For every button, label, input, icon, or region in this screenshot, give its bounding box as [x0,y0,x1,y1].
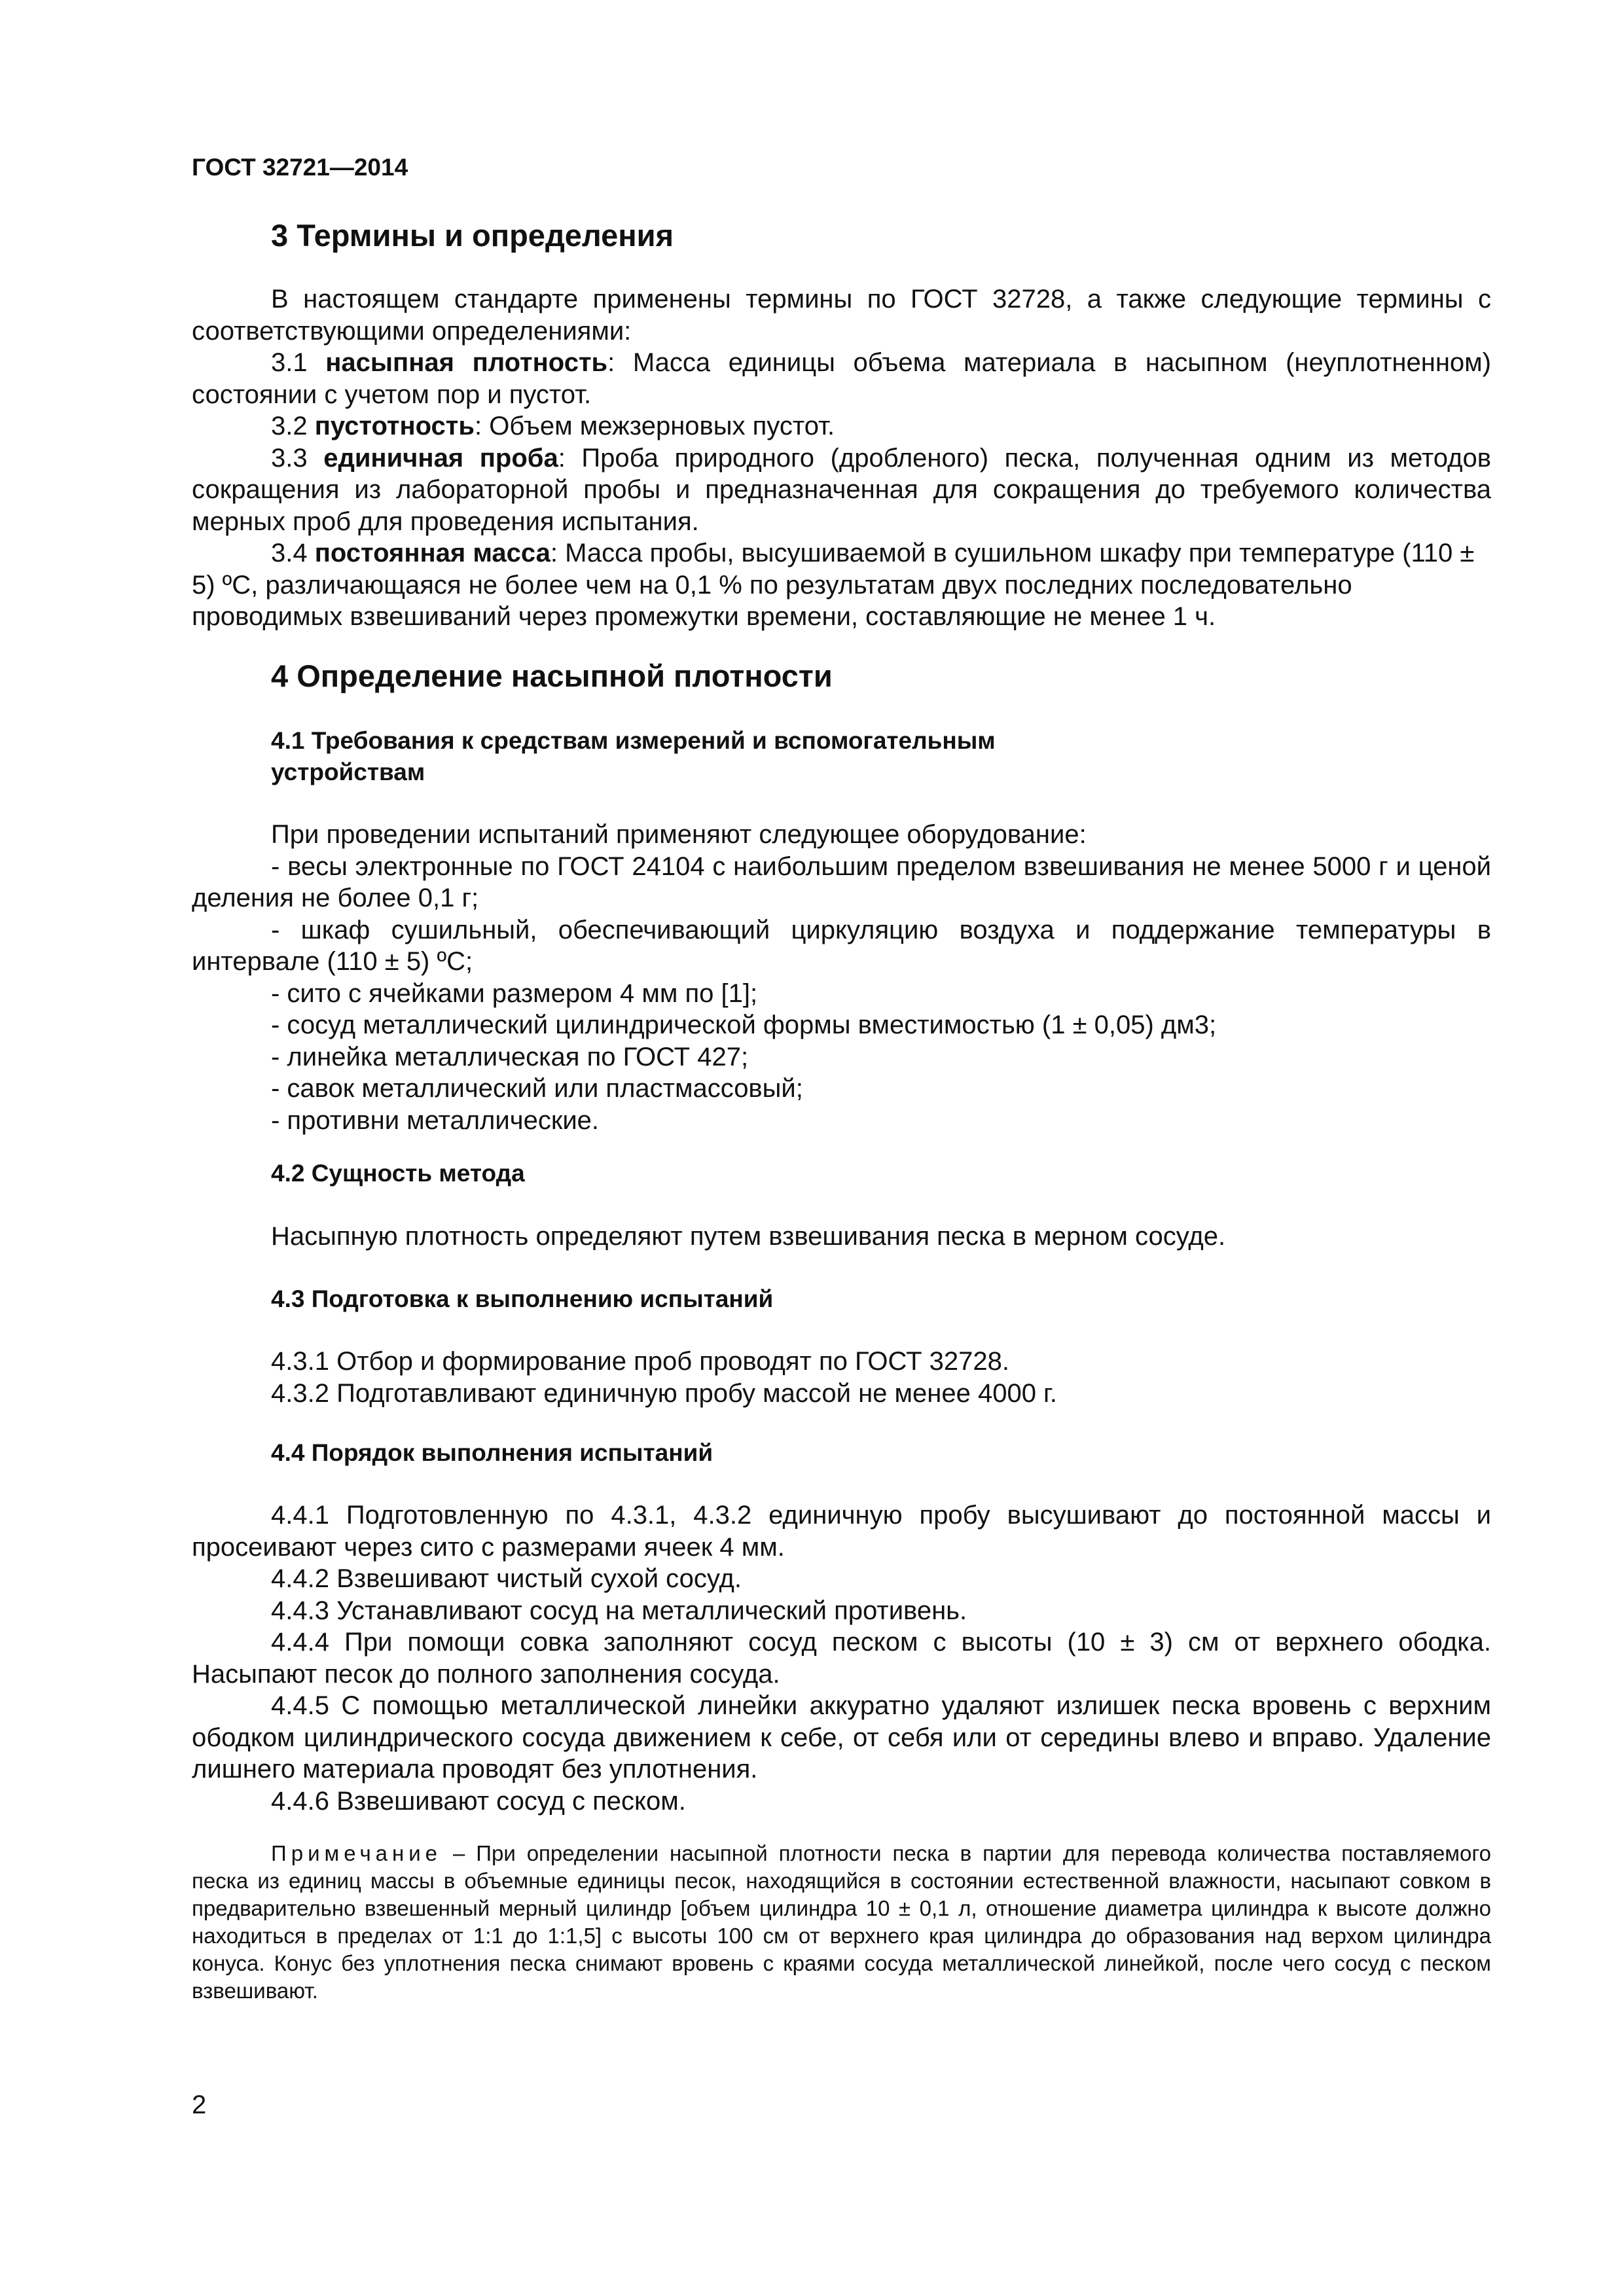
term-3-3: 3.3 единичная проба: Проба природного (дробленого) песка, полученная одним из методов сокращения из лабораторной пробы и предназначенная для сокращения до требуемого количества мерных проб для проведения испытания. [192,443,1491,536]
procedure-step: 4.4.3 Устанавливают сосуд на металлический противень. [271,1596,967,1625]
standard-code-header: ГОСТ 32721—2014 [192,154,408,181]
method-essence: Насыпную плотность определяют путем взвешивания песка в мерном сосуде. [271,1222,1226,1251]
section-4-title: 4 Определение насыпной плотности [271,658,833,693]
section-3-intro: В настоящем стандарте применены термины по ГОСТ 32728, а также следующие термины с соответствующими определениями: [192,285,1491,346]
subsection-4-4-body [192,1499,1491,1817]
procedure-step: 4.4.2 Взвешивают чистый сухой сосуд. [271,1564,742,1593]
term-3-2: 3.2 пустотность: Объем межзерновых пустот. [271,412,835,440]
term-3-1: 3.1 насыпная плотность: Масса единицы объема материала в насыпном (неуплотненном) состоянии с учетом пор и пустот. [192,348,1491,409]
note-text: – При определении насыпной плотности песка в партии для перевода количества поставляемого песка из единиц массы в объемные единицы песок, находящийся в состоянии естественной влажности, насыпают совком в предварительно взвешенный мерный цилиндр [объем цилиндра 10 ± 0,1 л, отношение диаметра цилиндра к высоте должно находиться в пределах от 1:1 до 1:1,5] с высоты 100 см от верхнего края цилиндра до образования над верхом цилиндра конуса. Конус без уплотнения песка снимают вровень с краями сосуда металлической линейкой, после чего сосуд с песком взвешивают. [192,1841,1491,2003]
term-name: пустотность [314,412,475,440]
subsection-4-4-title: 4.4 Порядок выполнения испытаний [271,1439,713,1466]
subsection-4-3-title: 4.3 Подготовка к выполнению испытаний [271,1285,774,1312]
page-number: 2 [192,2090,207,2119]
subsection-4-2-body [192,1221,1491,1253]
note-label: Примечание [271,1841,442,1865]
procedure-step: 4.4.6 Взвешивают сосуд с песком. [271,1786,686,1816]
procedure-step: 4.4.1 Подготовленную по 4.3.1, 4.3.2 единичную пробу высушивают до постоянной массы и просеивают через сито с размерами ячеек 4 мм. [192,1501,1491,1562]
subsection-4-1-title: 4.1 Требования к средствам измерений и вспомогательным устройствам [271,727,996,785]
preparation-step: 4.3.1 Отбор и формирование проб проводят по ГОСТ 32728. [271,1347,1009,1376]
equipment-item: - шкаф сушильный, обеспечивающий циркуляцию воздуха и поддержание температуры в интервале (110 ± 5) ºС; [192,915,1491,976]
procedure-step: 4.4.4 При помощи совка заполняют сосуд песком с высоты (10 ± 3) см от верхнего ободка. Насыпают песок до полного заполнения сосуда. [192,1628,1491,1689]
subsection-4-3-body [192,1346,1491,1409]
subsection-4-2-title: 4.2 Сущность метода [271,1160,525,1187]
equipment-item: - линейка металлическая по ГОСТ 427; [271,1042,749,1071]
equipment-item: - противни металлические. [271,1105,600,1135]
equipment-item: - сито с ячейками размером 4 мм по [1]; [271,978,758,1008]
note-paragraph [192,1840,1491,2005]
procedure-step: 4.4.5 С помощью металлической линейки аккуратно удаляют излишек песка вровень с верхним ободком цилиндрического сосуда движением к себе, от себя или от середины влево и вправо. Удаление лишнего материала проводят без уплотнения. [192,1691,1491,1784]
section-3-body [192,283,1491,633]
equipment-intro: При проведении испытаний применяют следующее оборудование: [271,820,1087,849]
equipment-item: - весы электронные по ГОСТ 24104 с наибольшим пределом взвешивания не менее 5000 г и ценой деления не более 0,1 г; [192,852,1491,912]
term-name: постоянная масса [314,539,550,567]
section-3-title: 3 Термины и определения [271,218,674,253]
term-name: насыпная плотность [325,348,608,377]
equipment-item: - савок металлический или пластмассовый; [271,1074,803,1103]
term-3-4: 3.4 постоянная масса: Масса пробы, высушиваемой в сушильном шкафу при температуре (110 ± 5) ºС, различающаяся не более чем на 0,1 % по результатам двух последних последовательно проводимых взвешиваний через промежутки времени, составляющие не менее 1 ч. [192,539,1475,631]
equipment-item: - сосуд металлический цилиндрической формы вместимостью (1 ± 0,05) дм3; [271,1011,1217,1039]
preparation-step: 4.3.2 Подготавливают единичную пробу массой не менее 4000 г. [271,1378,1057,1408]
term-name: единичная проба [323,443,558,473]
subsection-4-1-body [192,819,1491,1136]
